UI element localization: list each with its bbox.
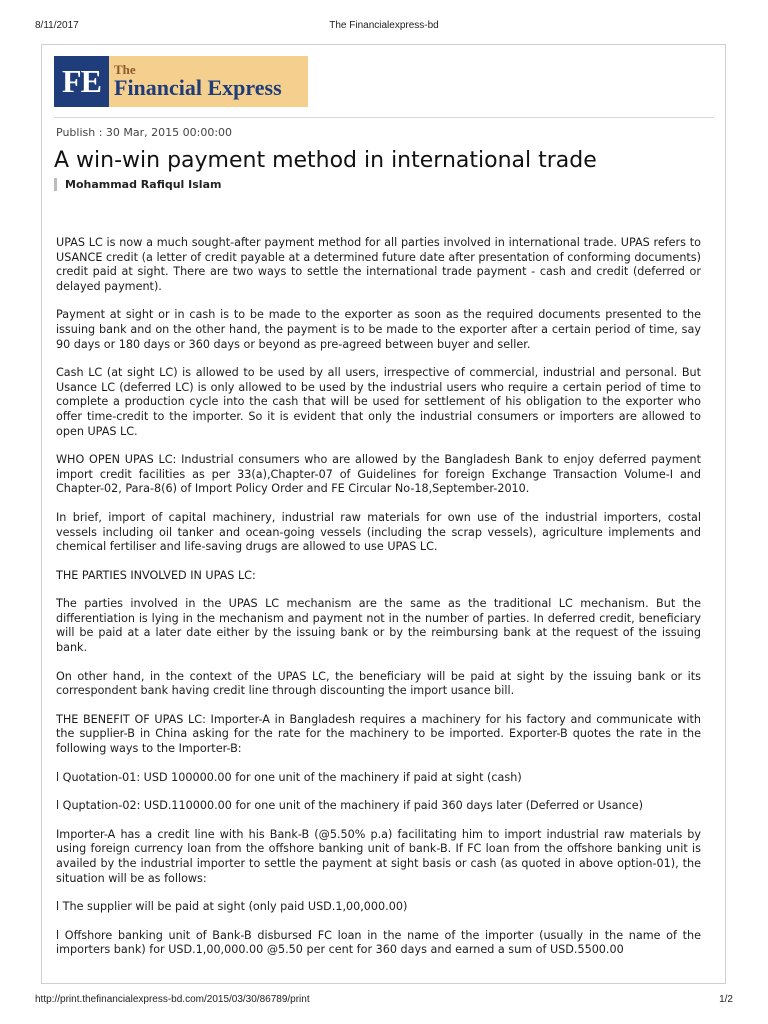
print-url[interactable]: http://print.thefinancialexpress-bd.com/2015/03/30/86789/print xyxy=(35,994,310,1005)
article-body xyxy=(56,236,701,972)
paragraph: In brief, import of capital machinery, industrial raw materials for own use of the industrial importers, costal vessels including oil tanker and ocean-going vessels (including the scrap vessels), agriculture implements and chemical fertiliser and life-saving drugs are allowed to use UPAS LC. xyxy=(56,510,701,554)
logo-mark: FE xyxy=(54,56,109,107)
section-heading: THE PARTIES INVOLVED IN UPAS LC: xyxy=(56,568,256,582)
logo-text xyxy=(109,56,282,107)
print-site-title: The Financialexpress-bd xyxy=(329,20,439,31)
publish-date: Publish : 30 Mar, 2015 00:00:00 xyxy=(56,126,233,139)
logo-the: The xyxy=(114,62,136,77)
print-date: 8/11/2017 xyxy=(35,20,79,31)
paragraph: The parties involved in the UPAS LC mechanism are the same as the traditional LC mechanism. But the differentiation is lying in the mechanism and payment not in the number of parties. In deferred credit, beneficiary will be paid at a later date either by the issuing bank or by the reimbursing bank at the request of the issuing bank. xyxy=(56,597,701,655)
logo-name: Financial Express xyxy=(114,75,282,100)
page-number: 1/2 xyxy=(719,994,733,1005)
paragraph: On other hand, in the context of the UPAS LC, the beneficiary will be paid at sight by the issuing bank or its correspondent bank having credit line through discounting the import usance bill. xyxy=(56,669,701,698)
paragraph: UPAS LC is now a much sought-after payment method for all parties involved in international trade. UPAS refers to USANCE credit (a letter of credit payable at a determined future date after presentation of conforming documents) credit paid at sight. There are two ways to settle the international trade payment - cash and credit (deferred or delayed payment). xyxy=(56,236,701,293)
paragraph: THE BENEFIT OF UPAS LC: Importer-A in Bangladesh requires a machinery for his factory and communicate with the supplier-B in China asking for the rate for the machinery to be imported. Exporter-B quotes the rate in the following ways to the Importer-B: xyxy=(56,712,701,756)
list-item: l Quptation-02: USD.110000.00 for one unit of the machinery if paid 360 days later (Deferred or Usance) xyxy=(56,799,644,813)
header-divider xyxy=(54,117,714,118)
paragraph: Payment at sight or in cash is to be made to the exporter as soon as the required documents presented to the issuing bank and on the other hand, the payment is to be made to the exporter after a certain period of time, say 90 days or 180 days or 360 days or beyond as pre-agreed between buyer and seller. xyxy=(56,308,701,351)
article-title: A win-win payment method in international trade xyxy=(54,148,597,173)
list-item: l The supplier will be paid at sight (only paid USD.1,00,000.00) xyxy=(56,900,408,914)
paragraph: Importer-A has a credit line with his Bank-B (@5.50% p.a) facilitating him to import industrial raw materials by using foreign currency loan from the offshore banking unit of bank-B. If FC loan from the offshore banking unit is availed by the industrial importer to settle the payment at sight basis or cash (as quoted in above option-01), the situation will be as follows: xyxy=(56,827,701,885)
list-item: l Quotation-01: USD 100000.00 for one unit of the machinery if paid at sight (cash) xyxy=(56,770,522,784)
site-logo[interactable] xyxy=(54,56,308,107)
list-item: l Offshore banking unit of Bank-B disbursed FC loan in the name of the importer (usually in the name of the importers bank) for USD.1,00,000.00 @5.50 per cent for 360 days and earned a sum of USD.5500.00 xyxy=(56,928,701,957)
paragraph: WHO OPEN UPAS LC: Industrial consumers who are allowed by the Bangladesh Bank to enjoy deferred payment import credit facilities as per 33(a),Chapter-07 of Guidelines for foreign Exchange Transaction Volume-I and Chapter-02, Para-8(6) of Import Policy Order and FE Circular No-18,September-2010. xyxy=(56,453,701,496)
article-author: Mohammad Rafiqul Islam xyxy=(54,178,221,191)
paragraph: Cash LC (at sight LC) is allowed to be used by all users, irrespective of commercial, industrial and personal. But Usance LC (deferred LC) is only allowed to be used by the industrial users who require a certain period of time to complete a production cycle into the cash that will be used for settlement of his obligation to the exporter who offer time-credit to the importer. So it is evident that only the industrial consumers or importers are allowed to open UPAS LC. xyxy=(56,366,701,438)
